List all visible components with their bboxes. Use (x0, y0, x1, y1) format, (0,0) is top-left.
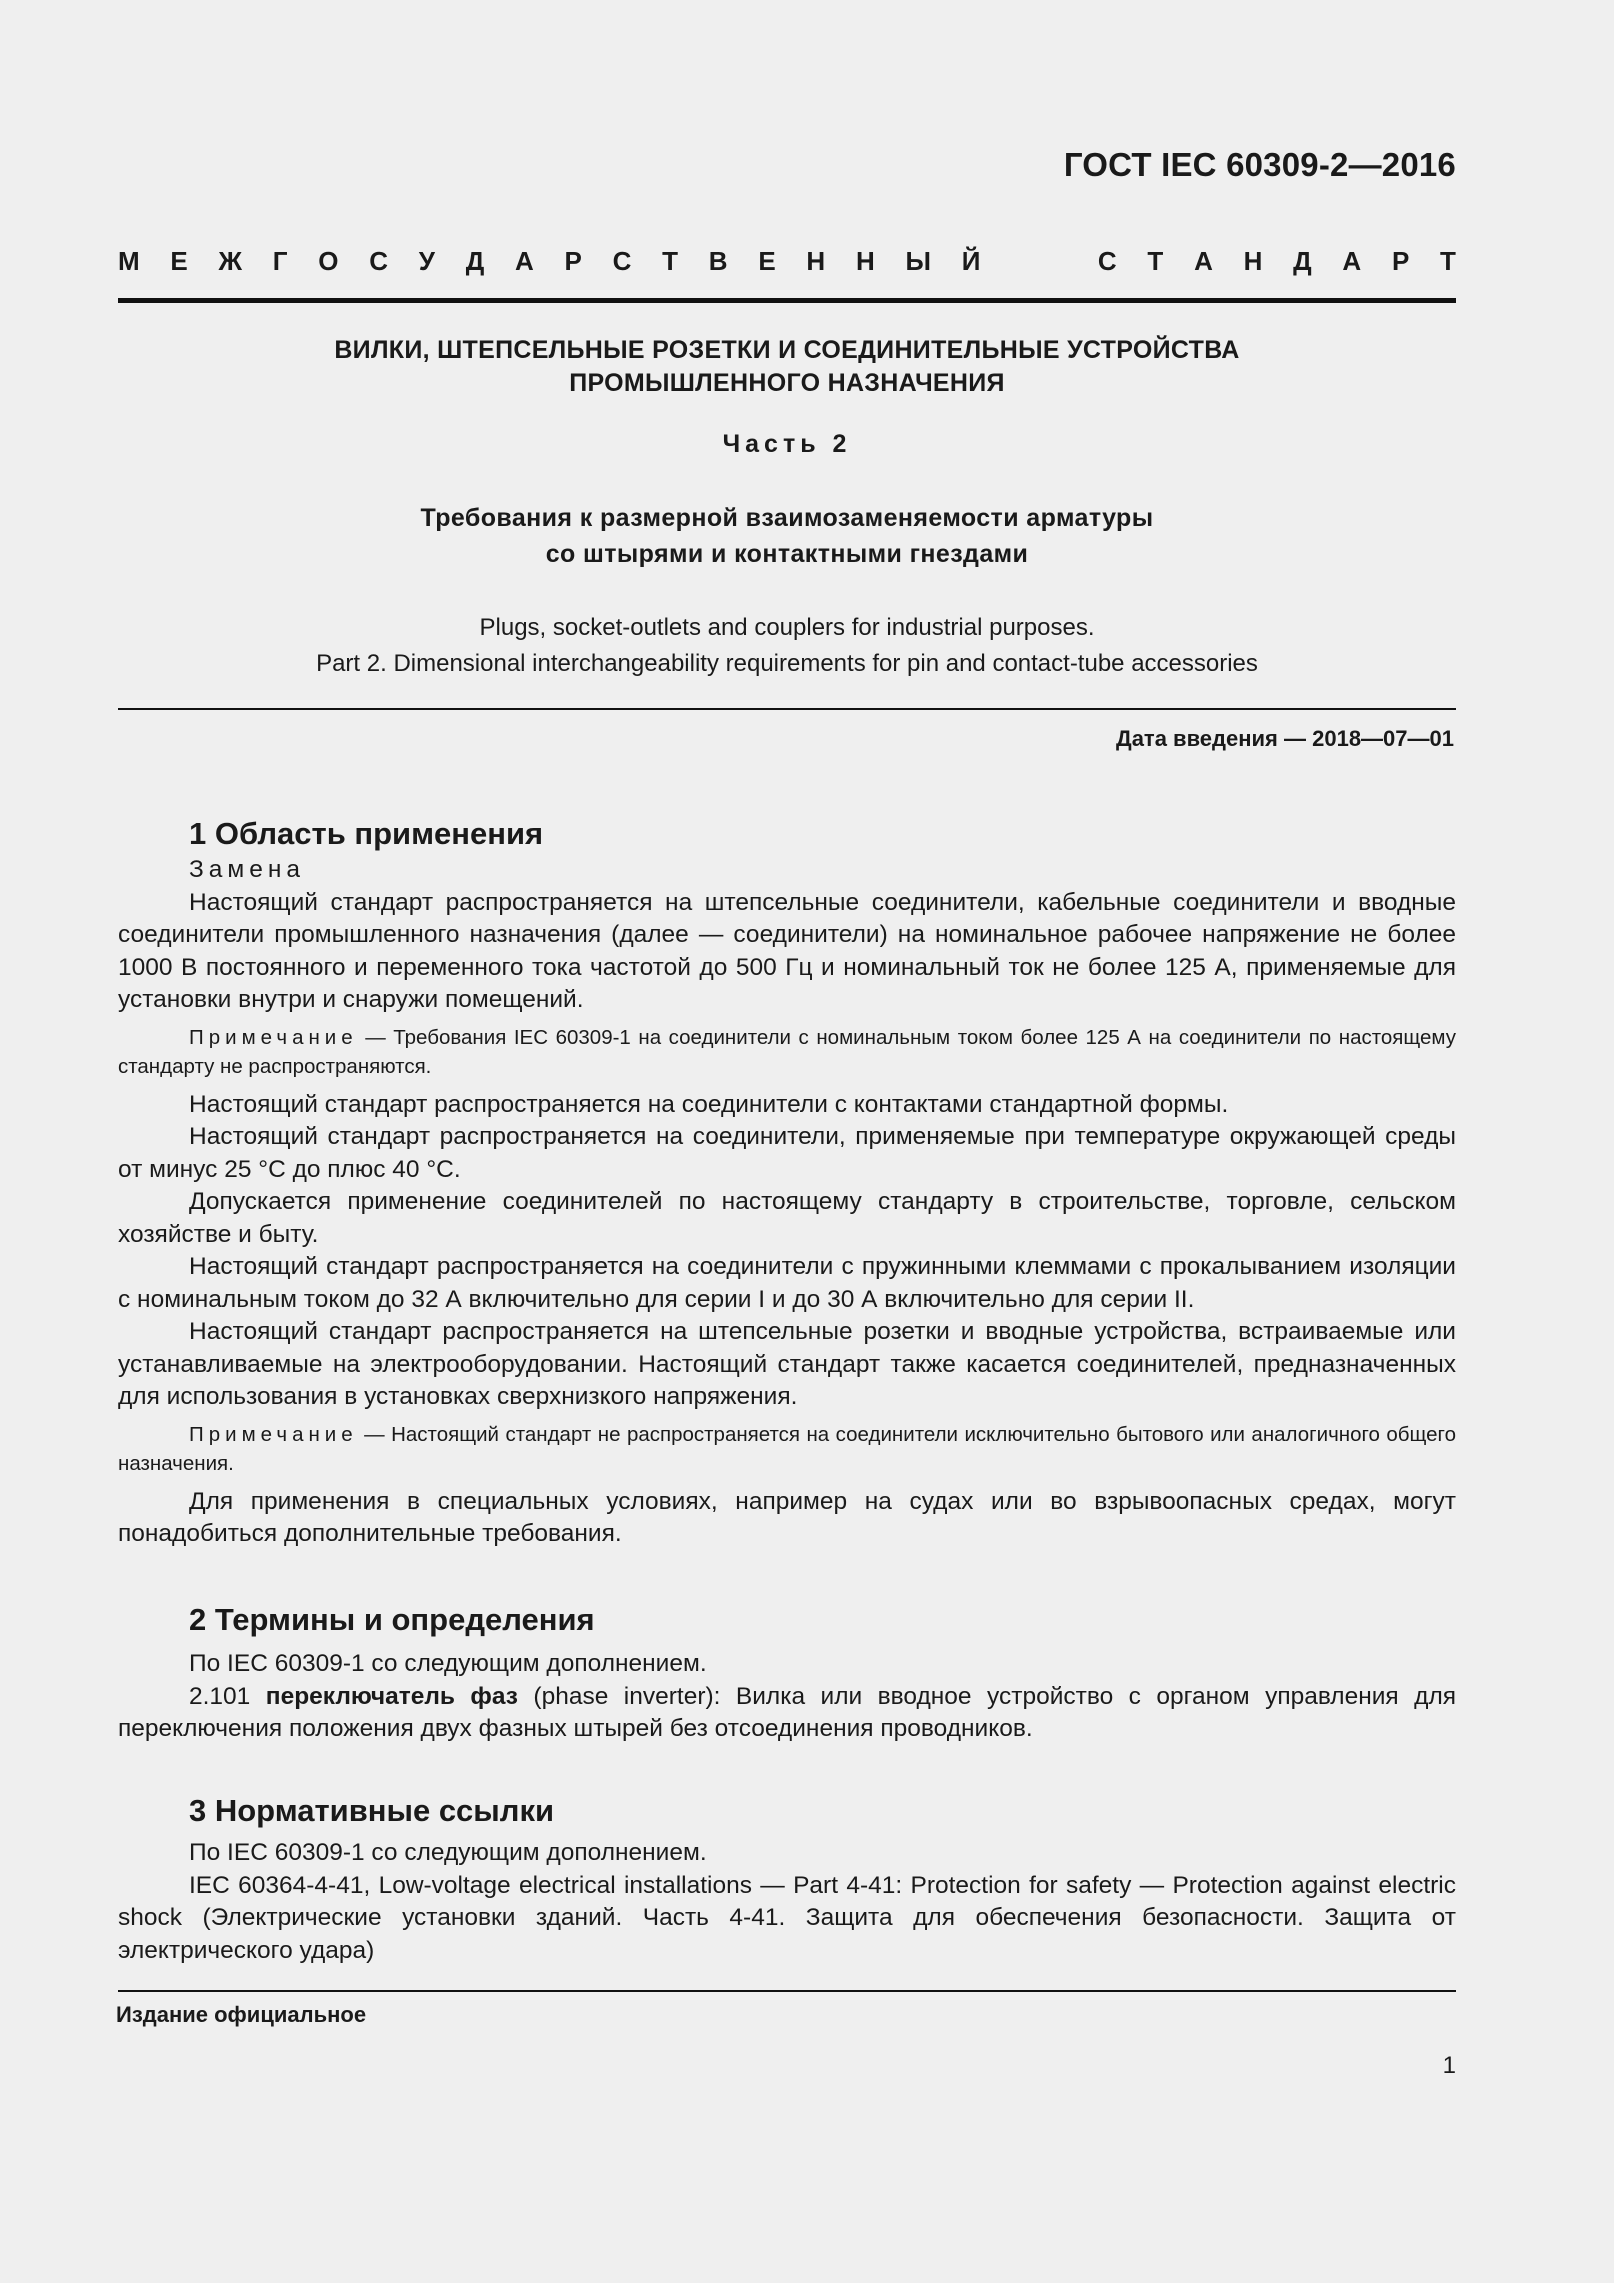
english-title (118, 610, 1456, 682)
section-2-heading: 2 Термины и определения (189, 1602, 595, 1637)
standard-type-heading (118, 246, 1456, 276)
document-code: ГОСТ IEC 60309-2—2016 (1063, 146, 1456, 183)
note-label: Примечание (189, 1422, 358, 1446)
section-scope (118, 814, 1456, 1551)
paragraph: По IEC 60309-1 со следующим дополнением. (189, 1650, 707, 1677)
definition (118, 1681, 1456, 1746)
subtitle-line-2: со штырями и контактными гнездами (545, 540, 1029, 568)
paragraph: Настоящий стандарт распространяется на соединители, применяемые при температуре окружающей среды от минус 25 °С до плюс 40 °С. (118, 1123, 1456, 1183)
part-label: Часть 2 (722, 430, 852, 458)
heading-letter: Т (1147, 246, 1164, 276)
title-rule (118, 708, 1456, 710)
definition-text: (phase inverter): Вилка или вводное устройство с органом управления для переключения положения двух фазных штырей без отсоединения проводников. (118, 1682, 1457, 1742)
heading-letter: Ы (905, 246, 931, 276)
paragraph: Настоящий стандарт распространяется на соединители с пружинными клеммами с прокалыванием изоляции с номинальным током до 32 А включительно для серии I и до 30 А включительно для серии II. (118, 1253, 1456, 1313)
heading-letter: А (1194, 246, 1213, 276)
heading-letter: Н (855, 246, 875, 276)
heading-letter: С (1097, 246, 1117, 276)
heading-letter: Д (465, 246, 485, 276)
note (118, 1023, 1456, 1081)
paragraph: Для применения в специальных условиях, например на судах или во взрывоопасных средах, могут понадобиться дополнительные требования. (118, 1487, 1456, 1547)
note-text: — Настоящий стандарт не распространяется на соединители исключительно бытового или аналогичного общего назначения. (118, 1422, 1456, 1475)
heading-letter: Т (662, 246, 679, 276)
heading-letter: Е (758, 246, 776, 276)
heading-letter: Р (1391, 246, 1410, 276)
paragraph: Настоящий стандарт распространяется на штепсельные соединители, кабельные соединители и вводные соединители промышленного назначения (далее — соединители) на номинальное рабочее напряжение не более 1000 В постоянного и переменного тока частотой до 500 Гц и номинальный ток не более 125 А, применяемые для установки внутри и снаружи помещений. (118, 888, 1456, 1013)
heading-letter: А (515, 246, 534, 276)
official-edition-label: Издание официальное (116, 2002, 367, 2027)
heading-letter: С (369, 246, 389, 276)
heading-letter: С (612, 246, 632, 276)
english-title-line-1: Plugs, socket-outlets and couplers for industrial purposes. (479, 614, 1095, 641)
letter-gap (1011, 246, 1067, 276)
heading-letter: У (418, 246, 435, 276)
document-page (118, 0, 1456, 2283)
heading-letter: Г (272, 246, 288, 276)
document-subtitle (118, 500, 1456, 572)
subtitle-line-1: Требования к размерной взаимозаменяемости арматуры (420, 504, 1154, 532)
paragraph: IEC 60364-4-41, Low-voltage electrical installations — Part 4-41: Protection for safety — Protection against electric shock (Электрические установки зданий. Часть 4-41. Защита для обеспечения безопасности. Защита от электрического удара) (118, 1871, 1456, 1964)
note-label: Примечание (189, 1025, 358, 1049)
note-text: — Требования IEC 60309-1 на соединители с номинальным током более 125 А на соединители по настоящему стандарту не распространяются. (118, 1025, 1456, 1078)
footer-rule (118, 1990, 1456, 1992)
section-terms (118, 1600, 1456, 1746)
heading-letter: О (318, 246, 339, 276)
section-3-heading: 3 Нормативные ссылки (189, 1793, 555, 1828)
note (118, 1420, 1456, 1478)
english-title-line-2: Part 2. Dimensional interchangeability requirements for pin and contact-tube accessories (316, 650, 1258, 677)
heading-letter: Н (806, 246, 826, 276)
heading-letter: Ж (218, 246, 243, 276)
definition-number: 2.101 (189, 1682, 266, 1710)
heading-letter: А (1342, 246, 1362, 276)
heading-letter: Д (1293, 246, 1312, 276)
document-title (118, 334, 1456, 400)
heading-letter: М (118, 246, 140, 276)
heading-letter: Т (1440, 246, 1456, 276)
replace-label: Замена (189, 856, 306, 883)
heading-letter: В (708, 246, 728, 276)
heading-letter: Р (564, 246, 582, 276)
paragraph: Настоящий стандарт распространяется на штепсельные розетки и вводные устройства, встраиваемые или устанавливаемые на электрооборудовании. Настоящий стандарт также касается соединителей, предназначенных для использования в установках сверхнизкого напряжения. (118, 1318, 1456, 1410)
header-rule (118, 298, 1456, 303)
section-1-heading: 1 Область применения (189, 816, 544, 851)
title-line-1: ВИЛКИ, ШТЕПСЕЛЬНЫЕ РОЗЕТКИ И СОЕДИНИТЕЛЬНЫЕ УСТРОЙСТВА (334, 336, 1240, 364)
page-number: 1 (1442, 2052, 1456, 2079)
heading-letter: Е (170, 246, 188, 276)
section-references (118, 1791, 1456, 1967)
definition-term: переключатель фаз (265, 1682, 518, 1710)
heading-letter: Й (961, 246, 981, 276)
introduction-date: Дата введения — 2018—07—01 (1116, 726, 1454, 751)
title-line-2: ПРОМЫШЛЕННОГО НАЗНАЧЕНИЯ (569, 369, 1005, 397)
paragraph: По IEC 60309-1 со следующим дополнением. (189, 1839, 707, 1866)
paragraph: Допускается применение соединителей по настоящему стандарту в строительстве, торговле, сельском хозяйстве и быту. (118, 1188, 1456, 1248)
paragraph: Настоящий стандарт распространяется на соединители с контактами стандартной формы. (189, 1090, 1229, 1118)
heading-letter: Н (1243, 246, 1263, 276)
